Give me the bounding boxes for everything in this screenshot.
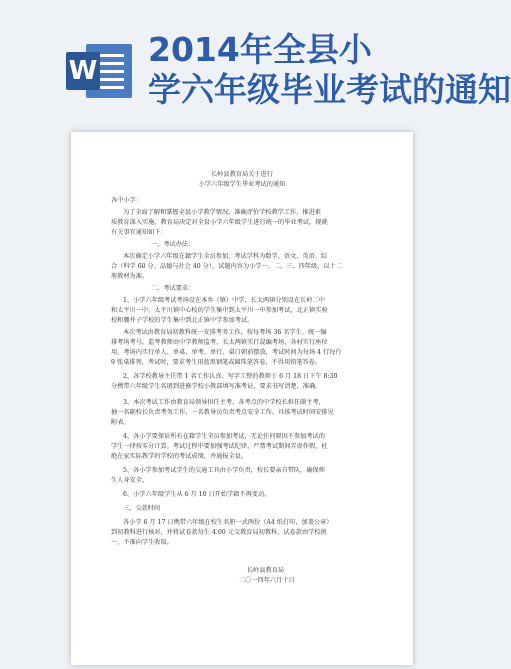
doc-paragraph-line: 校和腰井子学校的学生集中到北正镇中学参加考试。 [111,317,254,324]
word-icon-line [96,62,124,65]
doc-signature-date: 二〇一四年六月十日 [239,577,295,584]
doc-section-heading: 三、交款时间 [123,505,161,512]
preview-banner [0,0,511,150]
doc-paragraph-line: 6、小学六年级学生从 6 月 10 日开始学籍不再变动。 [123,491,271,498]
doc-paragraph-line: 4、各小学要保证所有在籍学生全员参加考试，无论任何原因不参加考试的 [123,433,325,440]
doc-paragraph-line: 绝在家实际教学的学校的考试成绩，并通报全县。 [111,453,248,460]
doc-salutation: 各中小学： [111,197,142,204]
doc-paragraph-line: 9 张桌排列，考试时，要求考生用蓝黑钢笔或圆珠笔答卷，不得用铅笔答卷。 [111,359,322,366]
doc-paragraph-line: 抽一名副校长负责考务工作，一名教导员负责考点安全工作。具体考试时间安排见 [111,409,334,416]
word-icon-line [96,86,124,89]
word-icon-line [96,78,124,81]
doc-paragraph-line: 有关事宜通知如下： [111,229,167,236]
doc-paragraph-line: 册教材为准。 [111,273,149,280]
word-icon-letter: W [66,52,100,90]
title-line-1: 2014年全县小 [148,30,372,69]
doc-paragraph-line: 排考场考号。监考教师由中学教师监考，长太两镇实行混编考场，各村实行座位 [111,339,328,346]
doc-paragraph-line: 生人身安全。 [111,477,149,484]
doc-paragraph-line: 本次考试由教育局初教科统一安排考务工作，按每考场 36 名学生，统一编 [123,329,327,336]
doc-paragraph-line: 附表。 [111,419,130,426]
doc-paragraph-line: 2、各学校教导主任带 1 名工作认真、写字工整的教师于 6 月 18 日下午 8:30 [123,373,338,380]
doc-paragraph-line: 为了全面了解和掌握全县小学教学情况，准确评价学校教学工作，推进素 [123,209,321,216]
doc-paragraph-line: 学生一律按零分计算。考试过程中要加强考试纪律，严禁考试期间弄虚作假，杜 [111,443,328,450]
word-icon-line [96,54,124,57]
title-line-2: 学六年级毕业考试的通知 [148,70,511,109]
document-page[interactable] [71,132,413,665]
document-title [148,30,511,110]
doc-paragraph-line: 用。考场内实行单人、单桌、单考、单行、桌口朝前摆放，考试时间为每场 4 行每行 [111,349,342,356]
doc-paragraph-line: 质教育深入实施，教育局决定对全县小学六年级学生进行统一的毕业考试，现就 [111,219,328,226]
doc-paragraph-line: 和太平川一中。太平川镇中心校的学生集中到太平川一中参加考试，北正镇实验 [111,307,328,314]
doc-section-heading: 一、考试办法： [151,241,195,248]
word-document-icon [66,40,134,102]
doc-paragraph-line: 分携带六年级学生名册到进修学校小教部填写准考证，要求书写清楚、准确。 [111,383,322,390]
doc-paragraph-line: 本次确定小学六年级在籍学生全员参加，考试学科为数学、语文、英语、综 [123,253,328,260]
doc-paragraph-line: 合（科学 60 分、品德与社会 40 分），试题内容为小学一、二、三、四年级，以十二 [111,263,342,270]
doc-section-heading: 二、考试要求： [151,285,195,292]
doc-header-line-2: 小学六年级学生毕业考试的通知 [198,181,286,188]
doc-paragraph-line: 1、小学六年级考试考场设在本乡（镇）中学，长太两镇分别设在长岭二中 [123,297,325,304]
word-icon-line [96,70,124,73]
doc-paragraph-line: 5、各小学参加考试学生的交通工具由小学负责，校长要亲自带队，确保师 [123,467,325,474]
doc-signature-org: 长岭县教育局 [247,567,285,574]
doc-paragraph-line: 到初教科进行核对，并将试卷款每生 4.00 元交教育局初教科，试卷款由学校统 [111,529,327,536]
doc-paragraph-line: 各小学 6 月 17 日携带六年级在校生名册一式两份（A4 纸打印，加盖公章） [123,519,333,526]
doc-paragraph-line: 3、本次考试工作由教育局领导担任主考，各考点的中学校长担任副主考， [123,399,325,406]
doc-header-line-1: 长岭县教育局关于进行 [211,171,273,178]
doc-paragraph-line: 一，不准向学生收取。 [111,539,173,546]
